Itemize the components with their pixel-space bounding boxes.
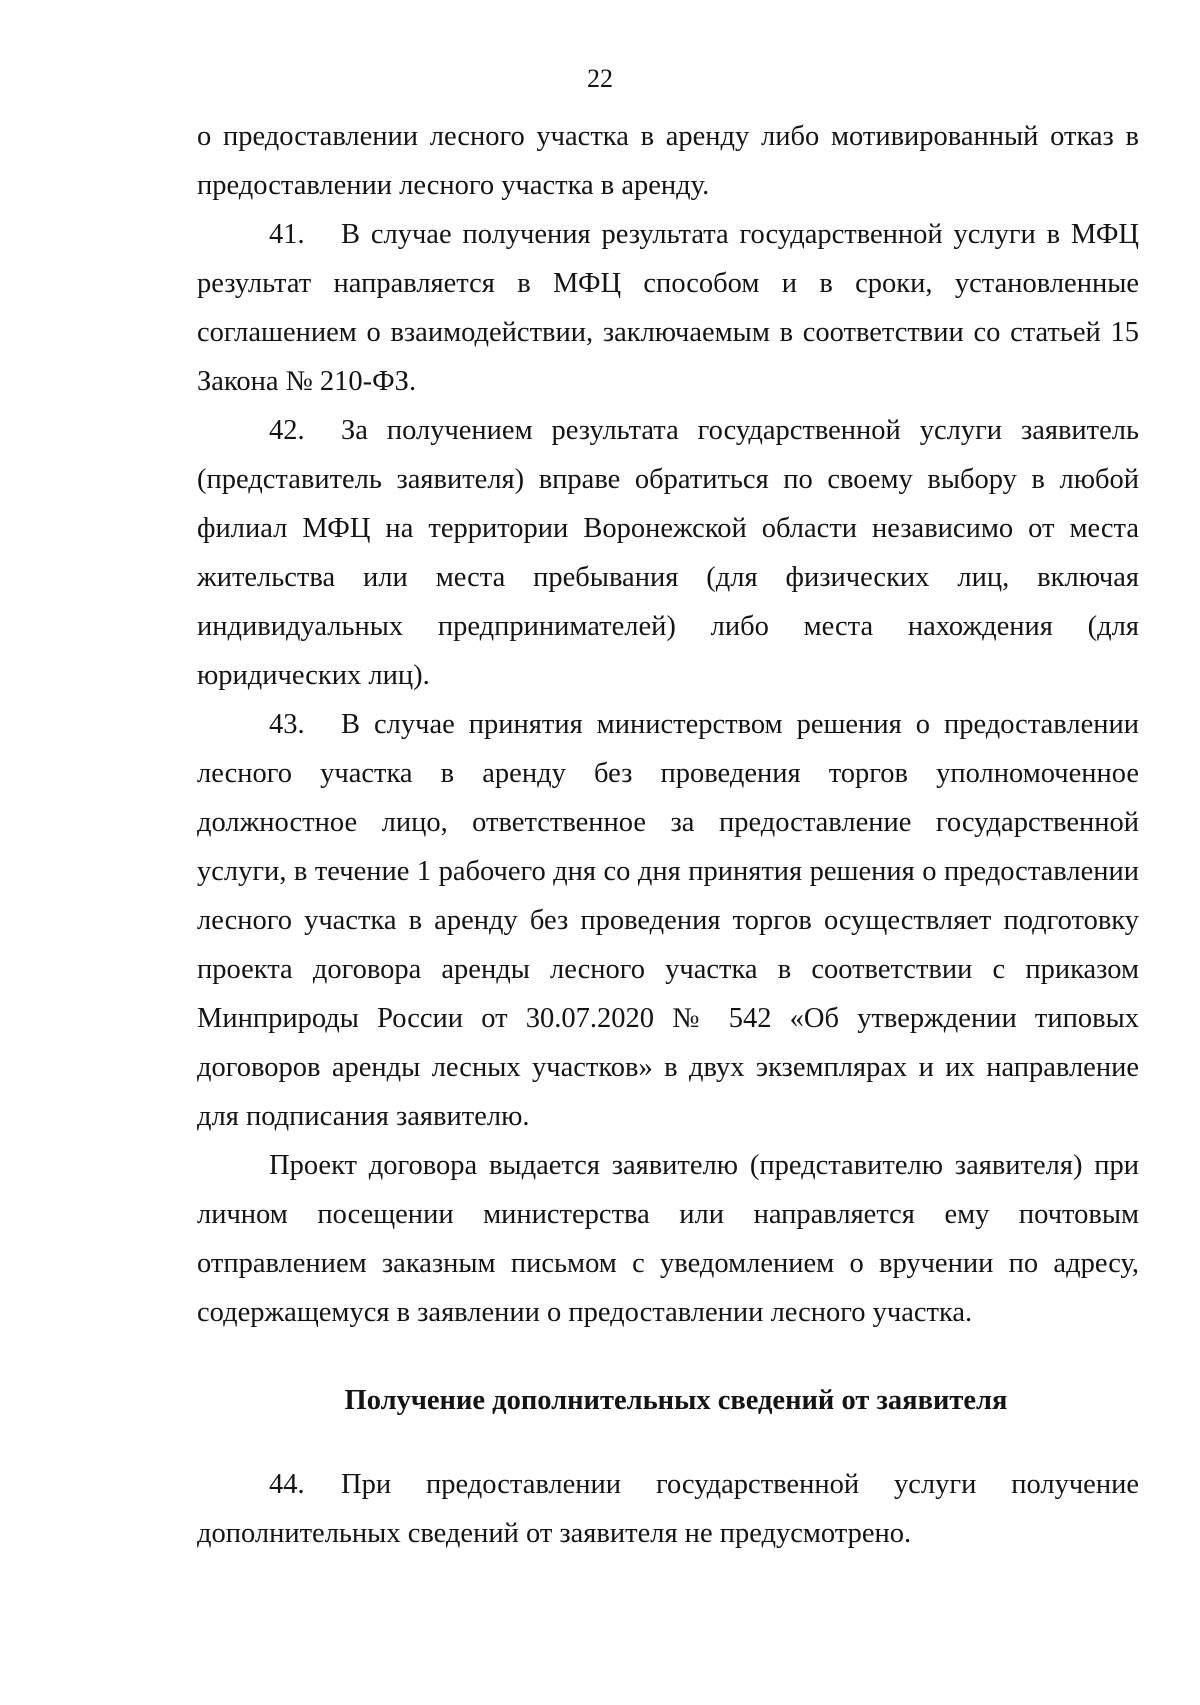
paragraph-41: [197, 210, 1139, 406]
paragraph-text: При предоставлении государственной услуги получение дополнительных сведений от заявителя не предусмотрено.: [197, 1469, 1139, 1549]
paragraph-text: В случае получения результата государственной услуги в МФЦ результат направляется в МФЦ способом и в сроки, установленные соглашением о взаимодействии, заключаемым в соответствии со статьей 15 Закона № 210-ФЗ.: [197, 219, 1139, 397]
paragraph-43: [197, 700, 1139, 1141]
paragraph-text: В случае принятия министерством решения о предоставлении лесного участка в аренду без проведения торгов уполномоченное должностное лицо, ответственное за предоставление государственной услуги, в течение 1 рабочего дня со дня принятия решения о предоставлении лесного участка в аренду без проведения торгов осуществляет подготовку проекта договора аренды лесного участка в соответствии с приказом Минприроды России от 30.07.2020 № 542 «Об утверждении типовых договоров аренды лесных участков» в двух экземплярах и их направление для подписания заявителю.: [197, 709, 1139, 1132]
paragraph-continuation: о предоставлении лесного участка в аренду либо мотивированный отказ в предоставлении лесного участка в аренду.: [197, 121, 1139, 201]
paragraph-text: За получением результата государственной услуги заявитель (представитель заявителя) вправе обратиться по своему выбору в любой филиал МФЦ на территории Воронежской области независимо от места жительства или места пребывания (для физических лиц, включая индивидуальных предпринимателей) либо места нахождения (для юридических лиц).: [197, 415, 1139, 691]
paragraph-number: 41.: [269, 219, 305, 250]
paragraph-number: 43.: [269, 709, 305, 740]
paragraph-44: [197, 1460, 1139, 1558]
section-heading: Получение дополнительных сведений от заявителя: [344, 1385, 1008, 1416]
page-number: 22: [587, 64, 613, 93]
paragraph-number: 44.: [269, 1469, 305, 1500]
paragraph-number: 42.: [269, 415, 305, 446]
paragraph-43-continued: Проект договора выдается заявителю (представителю заявителя) при личном посещении министерства или направляется ему почтовым отправлением заказным письмом с уведомлением о вручении по адресу, содержащемуся в заявлении о предоставлении лесного участка.: [197, 1150, 1139, 1328]
document-body: [197, 112, 1139, 1558]
paragraph-42: [197, 406, 1139, 700]
